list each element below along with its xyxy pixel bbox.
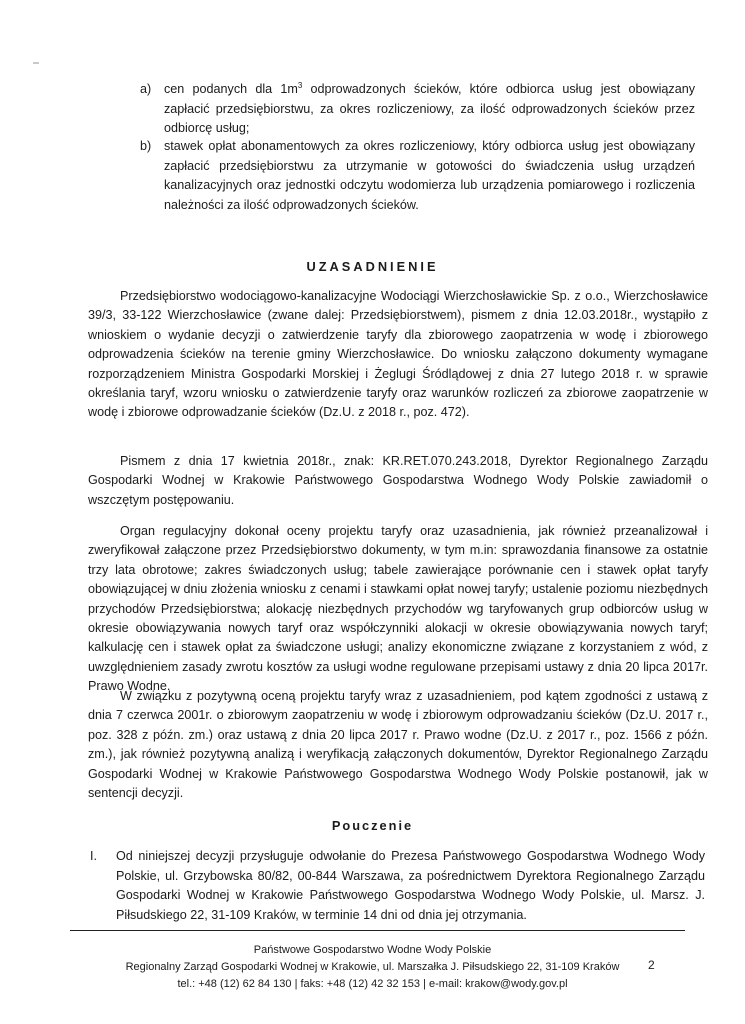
- list-item-text: [164, 80, 695, 139]
- footer-address: Regionalny Zarząd Gospodarki Wodnej w Krakowie, ul. Marszałka J. Piłsudskiego 22, 31-109 Kraków: [125, 961, 620, 973]
- footer-contact: tel.: +48 (12) 62 84 130 | faks: +48 (12) 42 32 153 | e-mail: krakow@wody.gov.pl: [177, 978, 568, 990]
- paragraph-text: Przedsiębiorstwo wodociągowo-kanalizacyjne Wodociągi Wierzchosławickie Sp. z o.o., Wierzchosławice 39/3, 33-122 Wierzchosławice (zwane dalej: Przedsiębiorstwem), pismem z dnia 12.03.2018r., wystąpiło z wnioskiem o wydanie decyzji o zatwierdzenie taryfy dla zbiorowego zaopatrzenia w wodę i zbiorowego odprowadzenia ścieków na terenie gminy Wierzchosławice. Do wniosku załączono dokumenty wymagane rozporządzeniem Ministra Gospodarki Morskiej i Żeglugi Śródlądowej z dnia 27 lutego 2018 r. w sprawie określania taryf, wzoru wniosku o zatwierdzenie taryfy oraz warunków rozliczeń za zbiorowe zaopatrzenie w wodę i zbiorowe odprowadzanie ścieków (Dz.U. z 2018 r., poz. 472).: [88, 289, 708, 420]
- paragraph-text: W związku z pozytywną oceną projektu taryfy wraz z uzasadnieniem, pod kątem zgodności z ustawą z dnia 7 czerwca 2001r. o zbiorowym zaopatrzeniu w wodę i zbiorowym odprowadzaniu ścieków (Dz.U. 2017 r., poz. 328 z późn. zm.) oraz ustawą z dnia 20 lipca 2017 r. Prawo wodne (Dz.U. z 2017 r., poz. 1566 z późn. zm.), jak również pozytywną analizą i weryfikacją załączonych dokumentów, Dyrektor Regionalnego Zarządu Gospodarki Wodnej w Krakowie Państwowego Gospodarstwa Wodnego Wody Polskie postanowił, jak w sentencji decyzji.: [88, 689, 708, 801]
- list-item-b: [140, 137, 695, 215]
- paragraph-text: Pismem z dnia 17 kwietnia 2018r., znak: KR.RET.070.243.2018, Dyrektor Regionalnego Zarządu Gospodarki Wodnej w Krakowie Państwowego Gospodarstwa Wodnego Wody Polskie zawiadomił o wszczętym postępowaniu.: [88, 454, 708, 507]
- footer: [0, 942, 745, 993]
- justification-paragraph-4: [88, 687, 708, 803]
- list-text-part: cen podanych dla 1m: [164, 82, 298, 96]
- list-marker: a): [140, 82, 152, 96]
- footer-divider: [70, 930, 685, 931]
- instruction-text: Od niniejszej decyzji przysługuje odwołanie do Prezesa Państwowego Gospodarstwa Wodnego Wody Polskie, ul. Grzybowska 80/82, 00-844 Warszawa, za pośrednictwem Dyrektora Regionalnego Zarządu Gospodarki Wodnej w Krakowie Państwowego Gospodarstwa Wodnego Wody Polskie, ul. Marsz. J. Piłsudskiego 22, 31-109 Kraków, w terminie 14 dni od dnia jej otrzymania.: [116, 849, 705, 922]
- section-heading-uzasadnienie: UZASADNIENIE: [306, 259, 439, 274]
- paragraph-text: Organ regulacyjny dokonał oceny projektu taryfy oraz uzasadnienia, jak również przeanalizował i zweryfikował załączone przez Przedsiębiorstwo dokumenty, w tym m.in: sprawozdania finansowe za ostatnie trzy lata obrotowe; zakres świadczonych usług; tabele zawierające porównanie cen i stawek opłat taryfy obowiązującej w dniu złożenia wniosku z cenami i stawkami opłat nowej taryfy; ustalenie poziomu niezbędnych przychodów Przedsiębiorstwa; alokację niezbędnych przychodów wg taryfowanych grup odbiorców usług w okresie obowiązywania nowych taryf oraz współczynniki alokacji w okresie obowiązywania nowych taryf; kalkulację cen i stawek opłat za świadczone usługi; analizy ekonomiczne związane z korzystaniem z wód, z uwzględnieniem zasady zwrotu kosztów za usługi wodne regulowane przepisami ustawy z dnia 20 lipca 2017r. Prawo Wodne.: [88, 524, 708, 694]
- page-number: 2: [648, 958, 655, 972]
- section-heading-pouczenie: Pouczenie: [331, 818, 414, 833]
- list-marker: I.: [90, 849, 97, 863]
- list-marker: b): [140, 139, 152, 153]
- list-item-text: stawek opłat abonamentowych za okres rozliczeniowy, który odbiorca usług jest obowiązany zapłacić przedsiębiorstwu za utrzymanie w gotowości do świadczenia usług urządzeń kanalizacyjnych oraz jednostki odczytu wodomierza lub urządzenia pomiarowego i rozliczenia należności za ilość odprowadzonych ścieków.: [164, 139, 695, 212]
- footer-org-name: Państwowe Gospodarstwo Wodne Wody Polskie: [253, 944, 492, 956]
- list-text-part: odprowadzonych ścieków, które odbiorca usług jest obowiązany zapłacić przedsiębiorstwu, za okres rozliczeniowy, za ilość odprowadzonych ścieków przez odbiorcę usług;: [164, 82, 695, 135]
- instruction-item: [90, 847, 705, 925]
- justification-paragraph-3: [88, 522, 708, 697]
- justification-paragraph-1: [88, 287, 708, 423]
- list-item-a: [140, 80, 695, 139]
- superscript: 3: [297, 80, 303, 90]
- scan-mark: [33, 62, 39, 64]
- justification-paragraph-2: [88, 452, 708, 510]
